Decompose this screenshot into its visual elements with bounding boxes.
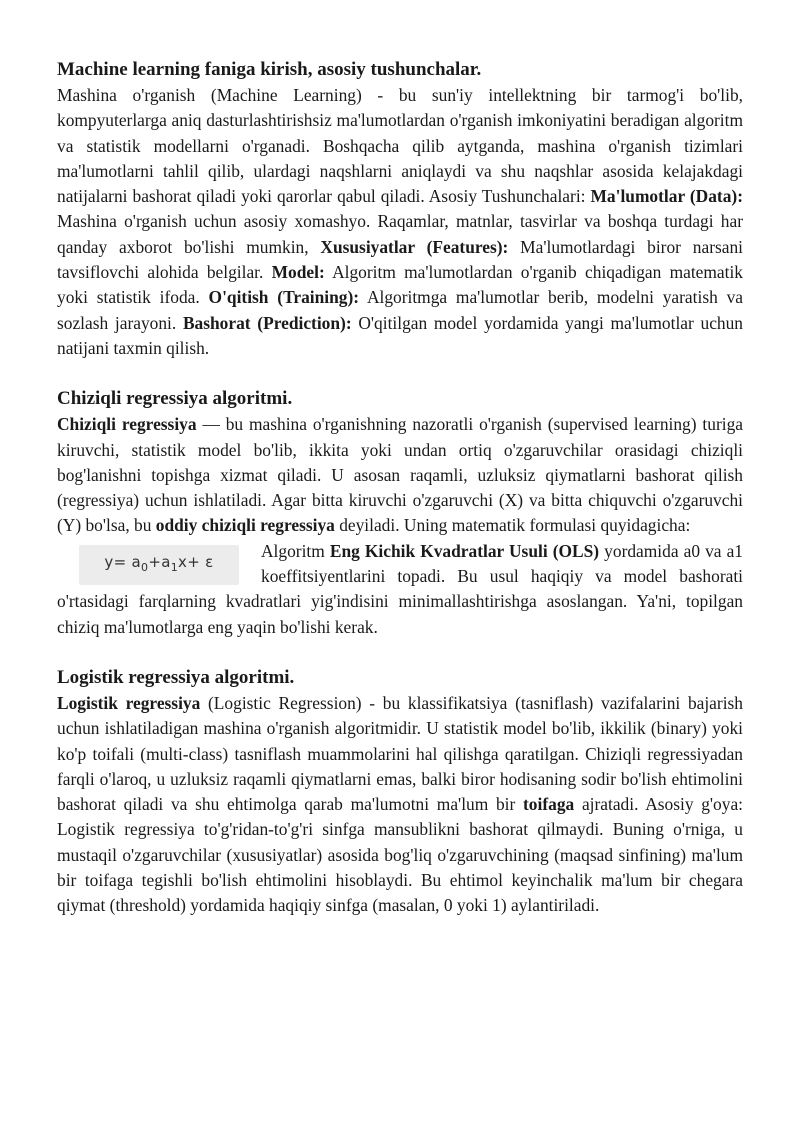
term-category: toifaga: [523, 794, 575, 815]
text-run: Algoritm ma'lumotlardan o'rganib chiqadigan matematik yoki statistik ifoda.: [57, 262, 744, 308]
paragraph-linear-regression: [57, 412, 743, 538]
text-run: — bu mashina o'rganishning nazoratli o'rganish (supervised learning) turiga kiruvchi, statistik model bo'lib, ikkita yoki undan ortiq o'zgaruvchilar orasidagi chiziqli bog'lanishni topishga xizmat qiladi. U asosan raqamli, uzluksiz qiymatlarni bashorat qilish (regressiya) uchun ishlatiladi. Agar bitta kiruvchi o'zgaruvchi (X) va bitta chiquvchi o'zgaruvchi (Y) bo'lsa, bu: [57, 414, 743, 536]
term-simple-linear-regression: oddiy chiziqli regressiya: [155, 515, 335, 536]
formula-image: [79, 545, 239, 585]
linear-regression-formula: $y= a_0+a_1x+ \varepsilon$: [104, 552, 214, 574]
text-run: ajratadi. Asosiy g'oya: Logistik regressiya to'g'ridan-to'g'ri sinfga mansublikni bashorat qilmaydi. Buning o'rniga, u mustaqil o'zgaruvchilar (xususiyatlar) asosida bog'liq o'zgaruvchining (maqsad sinfining) ma'lum bir toifaga tegishli bo'lish ehtimolini hisoblaydi. Bu ehtimol keyinchalik ma'lum bir chegara qiymat (threshold) yordamida haqiqiy sinfga (masalan, 0 yoki 1) aylantiriladi.: [57, 794, 744, 916]
text-run: Ma'lumotlardagi biror narsani tavsiflovchi alohida belgilar.: [57, 236, 743, 283]
term-logistic-regression: Logistik regressiya: [57, 692, 201, 713]
text-run: Mashina o'rganish (Machine Learning) - bu sun'iy intellektning bir tarmog'i bo'lib, kompyuterlarga aniq dasturlashtirishsiz ma'lumotlardan o'rganish imkoniyatini beradigan algoritm va statistik modellarni o'rganadi. Boshqacha qilib aytganda, mashina o'rganish tizimlari ma'lumotlarni tahlil qilib, ulardagi naqshlarni aniqlaydi va shu naqshlar asosida kelajakdagi natijalarni bashorat qiladi yoki qarorlar qabul qiladi. Asosiy Tushunchalari:: [57, 85, 743, 207]
text-run: (Logistic Regression) - bu klassifikatsiya (tasniflash) vazifalarini bajarish uchun ishlatiladigan mashina o'rganish algoritmidir. U statistik model bo'lib, ikkilik (binary) yoki ko'p toifali (multi-class) tasniflash muammolarini hal qilishga qaratilgan. Chiziqli regressiyadan farqli o'laroq, u uzluksiz raqamli qiymatlarni emas, balki biror hodisaning sodir bo'lish ehtimolini bashorat qiladi va shu ehtimolga qarab ma'lumotni ma'lum bir: [57, 692, 743, 815]
document-page: [57, 56, 743, 919]
term-ols: Eng Kichik Kvadratlar Usuli (OLS): [329, 540, 600, 561]
term-linear-regression: Chiziqli regressiya: [57, 414, 197, 435]
section-title-logistic-regression: Logistik regressiya algoritmi.: [57, 666, 295, 688]
paragraph-logistic-regression: [57, 691, 743, 919]
paragraph-ols: [57, 539, 743, 640]
term-data: Ma'lumotlar (Data):: [590, 186, 743, 207]
term-features: Xususiyatlar (Features):: [320, 236, 509, 257]
text-run: O'qitilgan model yordamida yangi ma'lumotlar uchun natijani taxmin qilish.: [57, 312, 744, 358]
paragraph-ml-intro: [57, 83, 743, 361]
section-title-linear-regression: Chiziqli regressiya algoritmi.: [57, 388, 293, 410]
term-prediction: Bashorat (Prediction):: [182, 312, 352, 333]
section-title-ml-intro: Machine learning faniga kirish, asosiy tushunchalar.: [57, 59, 482, 80]
spacer: [57, 361, 743, 385]
term-model: Model:: [271, 262, 325, 283]
text-run: Algoritm: [261, 540, 330, 561]
text-run: Mashina o'rganish uchun asosiy xomashyo. Raqamlar, matnlar, tasvirlar va boshqa turdagi har qanday axborot bo'lishi mumkin,: [57, 211, 743, 257]
text-run: deyiladi. Uning matematik formulasi quyidagicha:: [334, 515, 691, 536]
text-run: Algoritmga ma'lumotlar berib, modelni yaratish va sozlash jarayoni.: [57, 287, 744, 333]
text-run: yordamida a0 va a1 koeffitsiyentlarini topadi. Bu usul haqiqiy va model bashorati o'rtasidagi farqlarning kvadratlari yig'indisini minimallashtirishga asoslangan. Ya'ni, topilgan chiziq ma'lumotlarga eng yaqin bo'lishi kerak.: [57, 540, 743, 637]
term-training: O'qitish (Training):: [208, 287, 360, 308]
spacer: [57, 640, 743, 664]
